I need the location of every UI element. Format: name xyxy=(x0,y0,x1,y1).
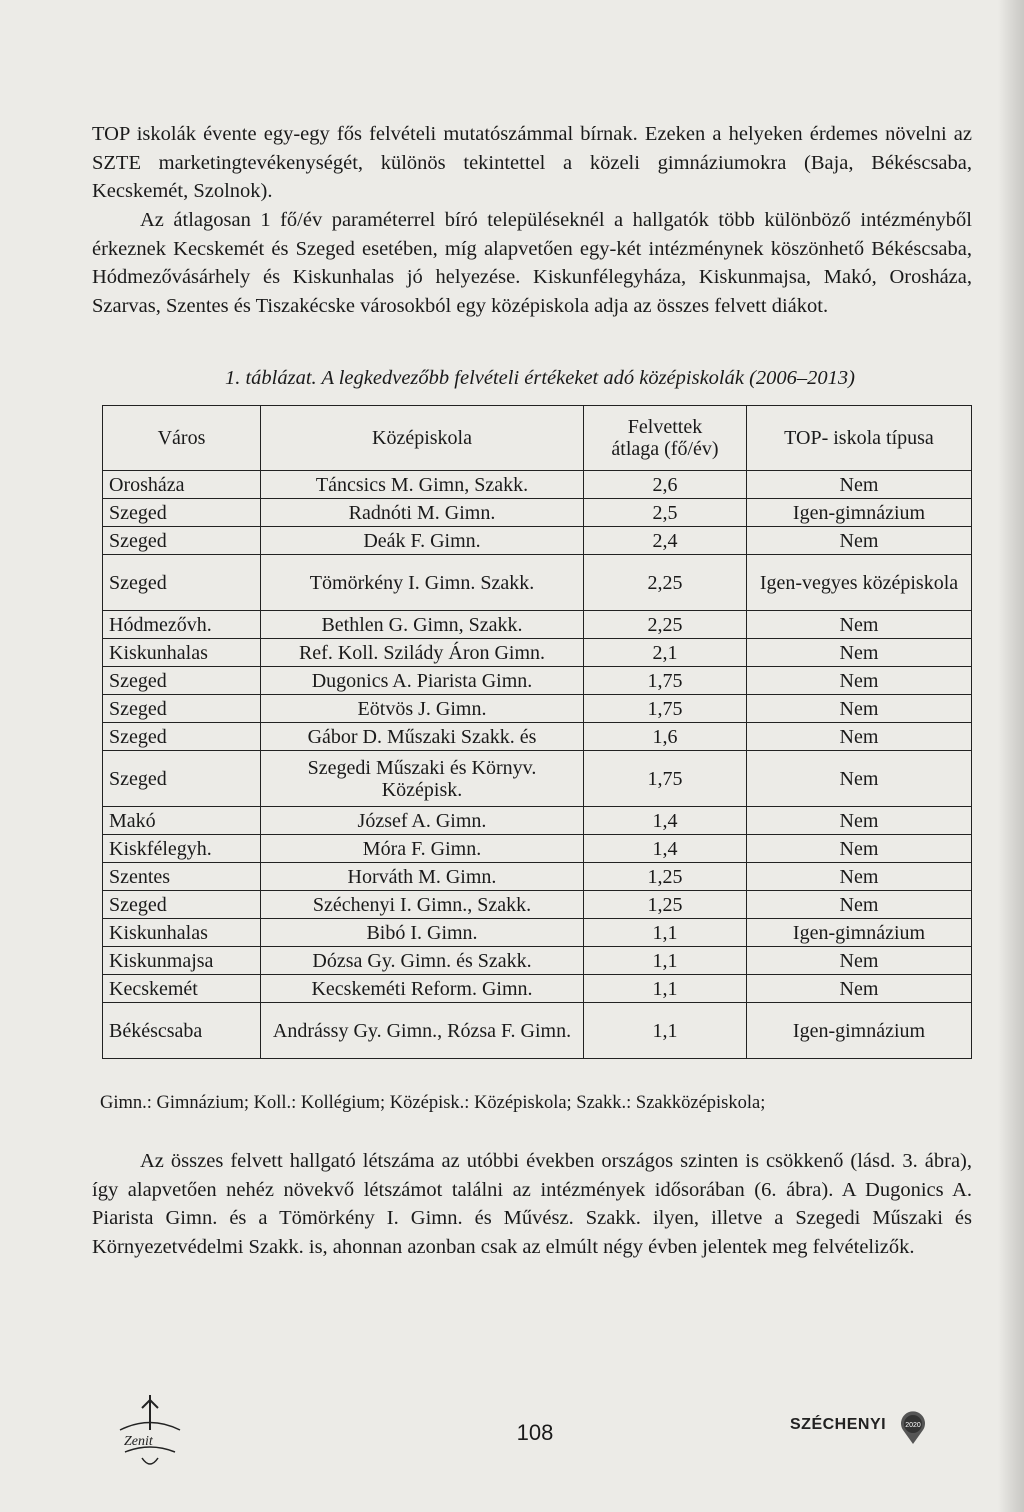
header-average-line1: Felvettek xyxy=(627,416,703,438)
cell-school: Horváth M. Gimn. xyxy=(261,863,584,891)
table-row xyxy=(103,471,972,499)
cell-type: Nem xyxy=(747,527,972,555)
cell-type: Nem xyxy=(747,751,972,807)
cell-school: Andrássy Gy. Gimn., Rózsa F. Gimn. xyxy=(261,1003,584,1059)
cell-average: 2,4 xyxy=(584,527,747,555)
cell-average: 2,1 xyxy=(584,639,747,667)
cell-type: Nem xyxy=(747,947,972,975)
cell-school: Tömörkény I. Gimn. Szakk. xyxy=(261,555,584,611)
header-average-line2: átlaga (fő/év) xyxy=(611,438,719,460)
cell-city: Szeged xyxy=(103,499,261,527)
zenit-logo xyxy=(110,1390,190,1480)
cell-average: 2,25 xyxy=(584,611,747,639)
cell-average: 1,75 xyxy=(584,667,747,695)
page-number: 108 xyxy=(516,1420,554,1445)
table-row xyxy=(103,667,972,695)
table-row xyxy=(103,807,972,835)
zenit-logo-text: Zenit xyxy=(124,1434,153,1449)
cell-average: 1,1 xyxy=(584,947,747,975)
cell-type: Igen-gimnázium xyxy=(747,1003,972,1059)
cell-type: Nem xyxy=(747,891,972,919)
cell-school: Táncsics M. Gimn, Szakk. xyxy=(261,471,584,499)
cell-school: Ref. Koll. Szilády Áron Gimn. xyxy=(261,639,584,667)
header-average xyxy=(584,406,747,471)
cell-school: Móra F. Gimn. xyxy=(261,835,584,863)
cell-school: Széchenyi I. Gimn., Szakk. xyxy=(261,891,584,919)
cell-city: Békéscsaba xyxy=(103,1003,261,1059)
szechenyi-logo-year: 2020 xyxy=(905,1422,921,1429)
cell-type: Nem xyxy=(747,611,972,639)
cell-average: 1,1 xyxy=(584,1003,747,1059)
cell-school: Szegedi Műszaki és Környv. Középisk. xyxy=(261,751,584,807)
cell-school: Bethlen G. Gimn, Szakk. xyxy=(261,611,584,639)
cell-type: Nem xyxy=(747,639,972,667)
cell-school: Radnóti M. Gimn. xyxy=(261,499,584,527)
cell-average: 2,25 xyxy=(584,555,747,611)
cell-type: Nem xyxy=(747,835,972,863)
schools-table xyxy=(102,405,972,1059)
cell-average: 1,4 xyxy=(584,807,747,835)
table-row xyxy=(103,975,972,1003)
cell-city: Szentes xyxy=(103,863,261,891)
paragraph-average-settlements: Az átlagosan 1 fő/év paraméterrel bíró településeknél a hallgatók több különböző intézményből érkeznek Kecskemét és Szeged esetében, míg alapvetően egy-két intézménynek köszönhető Békéscsaba, Hódmezővásárhely és Kiskunhalas jó helyezése. Kiskunfélegyháza, Kiskunmajsa, Makó, Orosháza, Szarvas, Szentes és Tiszakécske városokból egy középiskola adja az összes felvett diákot. xyxy=(92,209,972,317)
cell-type: Igen-vegyes középiskola xyxy=(747,555,972,611)
header-city: Város xyxy=(103,406,261,471)
map-pin-icon xyxy=(895,1410,931,1446)
cell-average: 1,75 xyxy=(584,695,747,723)
cell-average: 1,25 xyxy=(584,863,747,891)
table-header-row xyxy=(103,406,972,471)
cell-city: Kiskunmajsa xyxy=(103,947,261,975)
table-caption xyxy=(140,367,940,390)
cell-average: 1,4 xyxy=(584,835,747,863)
cell-average: 1,25 xyxy=(584,891,747,919)
table-row xyxy=(103,1003,972,1059)
cell-average: 1,75 xyxy=(584,751,747,807)
cell-city: Szeged xyxy=(103,555,261,611)
cell-school: Kecskeméti Reform. Gimn. xyxy=(261,975,584,1003)
table-row xyxy=(103,751,972,807)
table-row xyxy=(103,695,972,723)
cell-type: Nem xyxy=(747,975,972,1003)
table-caption-text: A legkedvezőbb felvételi értékeket adó középiskolák (2006–2013) xyxy=(321,367,856,389)
cell-school: Dugonics A. Piarista Gimn. xyxy=(261,667,584,695)
cell-city: Szeged xyxy=(103,891,261,919)
table-row xyxy=(103,919,972,947)
paragraph-top-schools: TOP iskolák évente egy-egy fős felvételi mutatószámmal bírnak. Ezeken a helyeken érdemes növelni az SZTE marketingtevékenységét, különös tekintettel a közeli gimnáziumokra (Baja, Békéscsaba, Kecskemét, Szolnok). xyxy=(92,123,972,203)
abbreviations-note: Gimn.: Gimnázium; Koll.: Kollégium; Középisk.: Középiskola; Szakk.: Szakközépiskola; xyxy=(100,1093,766,1113)
table-row xyxy=(103,527,972,555)
cell-city: Hódmezővh. xyxy=(103,611,261,639)
cell-type: Nem xyxy=(747,863,972,891)
cell-average: 1,6 xyxy=(584,723,747,751)
cell-city: Szeged xyxy=(103,527,261,555)
header-school: Középiskola xyxy=(261,406,584,471)
szechenyi-logo-text: SZÉCHENYI xyxy=(790,1416,887,1433)
table-caption-prefix: 1. táblázat. xyxy=(224,367,317,389)
cell-school: József A. Gimn. xyxy=(261,807,584,835)
cell-school: Dózsa Gy. Gimn. és Szakk. xyxy=(261,947,584,975)
cell-type: Nem xyxy=(747,807,972,835)
cell-type: Nem xyxy=(747,695,972,723)
cell-city: Szeged xyxy=(103,723,261,751)
cell-average: 2,6 xyxy=(584,471,747,499)
table-row xyxy=(103,723,972,751)
cell-average: 2,5 xyxy=(584,499,747,527)
page-edge-shadow xyxy=(998,0,1024,1512)
table-row xyxy=(103,835,972,863)
cell-city: Kiskunhalas xyxy=(103,919,261,947)
table-row xyxy=(103,555,972,611)
cell-city: Szeged xyxy=(103,695,261,723)
table-row xyxy=(103,499,972,527)
cell-type: Igen-gimnázium xyxy=(747,919,972,947)
table-row xyxy=(103,891,972,919)
szechenyi-2020-logo xyxy=(790,1410,940,1450)
cell-city: Szeged xyxy=(103,667,261,695)
cell-city: Szeged xyxy=(103,751,261,807)
cell-average: 1,1 xyxy=(584,919,747,947)
cell-school: Deák F. Gimn. xyxy=(261,527,584,555)
table-row xyxy=(103,947,972,975)
cell-city: Kiskfélegyh. xyxy=(103,835,261,863)
cell-city: Makó xyxy=(103,807,261,835)
cell-type: Igen-gimnázium xyxy=(747,499,972,527)
table-row xyxy=(103,611,972,639)
header-type: TOP- iskola típusa xyxy=(747,406,972,471)
cell-type: Nem xyxy=(747,723,972,751)
paragraph-trend: Az összes felvett hallgató létszáma az utóbbi években országos szinten is csökkenő (lásd. 3. ábra), így alapvetően nehéz növekvő létszámot találni az intézmények idősorában (6. ábra). A Dugonics A. Piarista Gimn. és a Tömörkény I. Gimn. és Művész. Szakk. ilyen, illetve a Szegedi Műszaki és Környezetvédelmi Szakk. is, ahonnan azonban csak az elmúlt négy évben jelentek meg felvételizők. xyxy=(92,1150,972,1258)
table-row xyxy=(103,639,972,667)
cell-average: 1,1 xyxy=(584,975,747,1003)
cell-city: Kecskemét xyxy=(103,975,261,1003)
table-row xyxy=(103,863,972,891)
cell-city: Orosháza xyxy=(103,471,261,499)
cell-type: Nem xyxy=(747,667,972,695)
cell-school: Eötvös J. Gimn. xyxy=(261,695,584,723)
cell-school: Bibó I. Gimn. xyxy=(261,919,584,947)
cell-school: Gábor D. Műszaki Szakk. és xyxy=(261,723,584,751)
cell-type: Nem xyxy=(747,471,972,499)
cell-city: Kiskunhalas xyxy=(103,639,261,667)
